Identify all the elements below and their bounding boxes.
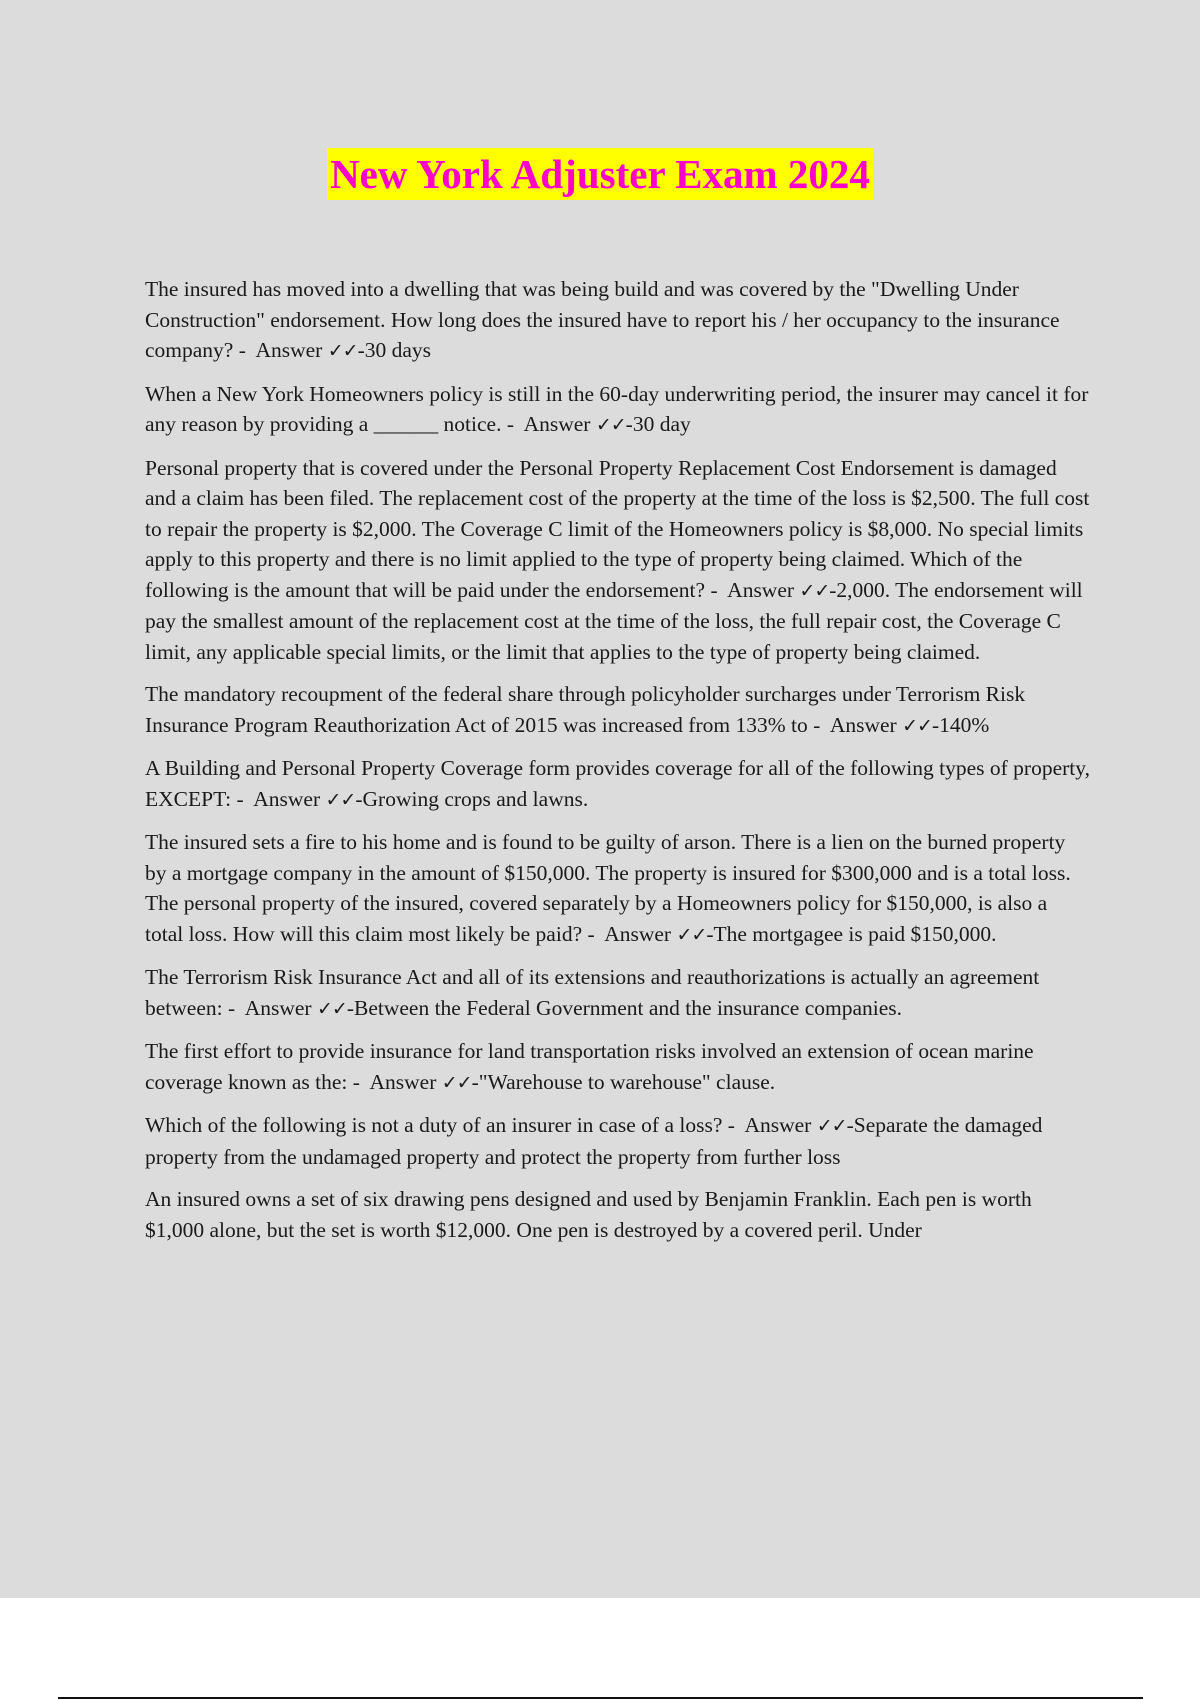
question-text: Which of the following is not a duty of an insurer in case of a loss? (145, 1113, 723, 1137)
question-text: The Terrorism Risk Insurance Act and all of its extensions and reauthorizations is actually an agreement between: (145, 965, 1040, 1020)
answer-text: -Growing crops and lawns. (355, 786, 589, 811)
answer-text: -"Warehouse to warehouse" clause. (471, 1069, 776, 1094)
answer-text: -30 day (625, 412, 691, 436)
double-check-icon: ✓✓ (316, 997, 347, 1020)
question-text: An insured owns a set of six drawing pens designed and used by Benjamin Franklin. Each pen is worth $1,000 alone, but the set is worth $12,000. One pen is destroyed by a covered peril. Under (145, 1187, 1032, 1242)
double-check-icon: ✓✓ (676, 923, 707, 946)
footer-rule (58, 1697, 1143, 1699)
title-container (0, 148, 1200, 200)
question-text: Personal property that is covered under the Personal Property Replacement Cost Endorsement is damaged and a claim has been filed. The replacement cost of the property at the time of the loss is $2,500. The full cost to repair the property is $2,000. The Coverage C limit of the Homeowners policy is $8,000. No special limits apply to this property and there is no limit applied to the type of property being claimed. Which of the following is the amount that will be paid under the endorsement? (145, 455, 1090, 602)
qa-item (145, 379, 1090, 441)
double-check-icon: ✓✓ (325, 788, 356, 811)
page-title: New York Adjuster Exam 2024 (327, 148, 873, 200)
answer-label: - Answer (807, 712, 903, 737)
double-check-icon: ✓✓ (816, 1115, 847, 1137)
answer-text: -2,000. The endorsement will pay the smallest amount of the replacement cost at the time of the loss, the full repair cost, the Coverage C limit, any applicable special limits, or the limit that applies to the type of property being claimed. (145, 577, 1083, 664)
answer-label: - Answer (722, 1113, 817, 1137)
double-check-icon: ✓✓ (327, 340, 358, 362)
question-text: The insured has moved into a dwelling that was being build and was covered by the "Dwelling Under Construction" endorsement. How long does the insured have to report his / her occupancy to the insurance company? (145, 277, 1060, 362)
answer-label: - Answer (231, 786, 326, 811)
double-check-icon: ✓✓ (595, 414, 626, 436)
question-text: The first effort to provide insurance for land transportation risks involved an extension of ocean marine coverage known as the: (145, 1039, 1034, 1094)
qa-item (145, 1184, 1090, 1245)
answer-text: -30 days (357, 338, 432, 362)
answer-text: -Between the Federal Government and the insurance companies. (346, 995, 903, 1020)
qa-item (145, 274, 1090, 367)
answer-label: - Answer (582, 921, 677, 946)
question-text: When a New York Homeowners policy is still in the 60-day underwriting period, the insurer may cancel it for any reason by providing a ______ notice. (145, 381, 1089, 436)
qa-item (145, 1036, 1090, 1098)
double-check-icon: ✓✓ (441, 1071, 472, 1094)
double-check-icon: ✓✓ (799, 579, 830, 602)
answer-text: -The mortgagee is paid $150,000. (706, 921, 997, 946)
qa-item (145, 827, 1090, 950)
qa-item (145, 453, 1090, 668)
answer-text: -140% (931, 712, 990, 737)
double-check-icon: ✓✓ (902, 714, 932, 737)
qa-item (145, 753, 1090, 815)
question-text: A Building and Personal Property Coverage form provides coverage for all of the following types of property, EXCEPT: (145, 756, 1090, 811)
qa-item (145, 962, 1090, 1024)
qa-item (145, 679, 1090, 741)
answer-label: - Answer (233, 338, 328, 362)
answer-label: - Answer (347, 1069, 442, 1094)
question-text: The mandatory recoupment of the federal share through policyholder surcharges under Terrorism Risk Insurance Program Reauthorization Act of 2015 was increased from 133% to (145, 682, 1026, 737)
answer-text: -Separate the damaged property from the undamaged property and protect the property from further loss (145, 1113, 1043, 1169)
qa-list (145, 274, 1090, 1257)
answer-label: - Answer (501, 412, 596, 436)
question-text: The insured sets a fire to his home and is found to be guilty of arson. There is a lien on the burned property by a mortgage company in the amount of $150,000. The property is insured for $300,000 and is a total loss. The personal property of the insured, covered separately by a Homeowners policy for $150,000, is also a total loss. How will this claim most likely be paid? (145, 830, 1071, 946)
answer-label: - Answer (222, 995, 317, 1020)
answer-label: - Answer (705, 577, 800, 602)
qa-item (145, 1110, 1090, 1172)
